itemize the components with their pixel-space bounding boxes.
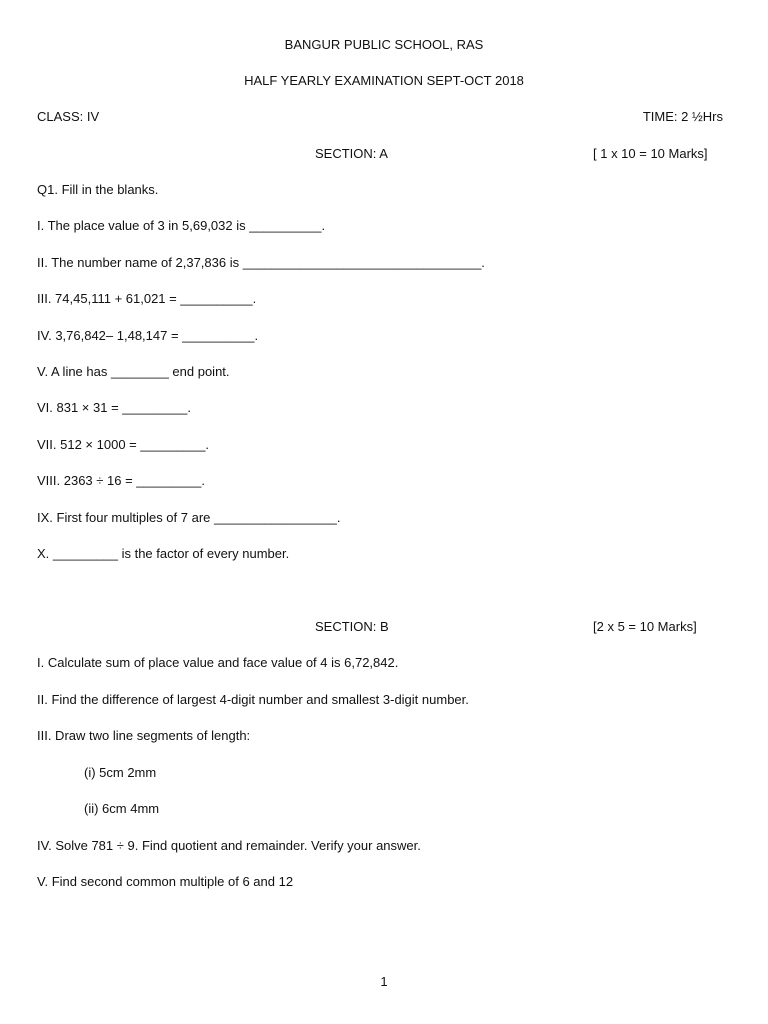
section-b-title: SECTION: B — [315, 619, 389, 634]
question-item: II. The number name of 2,37,836 is _________________________________. — [37, 255, 485, 270]
time-label: TIME: 2 ½Hrs — [642, 109, 723, 124]
question-item: V. A line has ________ end point. — [37, 364, 230, 379]
page-number: 1 — [380, 974, 388, 989]
section-b-marks: [2 x 5 = 10 Marks] — [593, 619, 697, 634]
question-item: II. Find the difference of largest 4-digit number and smallest 3-digit number. — [37, 692, 469, 707]
question-item: III. Draw two line segments of length: — [37, 728, 251, 743]
exam-title: HALF YEARLY EXAMINATION SEPT-OCT 2018 — [244, 73, 524, 88]
question-item: IV. 3,76,842– 1,48,147 = __________. — [37, 328, 259, 343]
question-item: VII. 512 × 1000 = _________. — [37, 437, 210, 452]
question-item: VIII. 2363 ÷ 16 = _________. — [37, 473, 205, 488]
section-a-marks: [ 1 x 10 = 10 Marks] — [593, 146, 708, 161]
section-a-question: Q1. Fill in the blanks. — [37, 182, 159, 197]
question-item: IV. Solve 781 ÷ 9. Find quotient and remainder. Verify your answer. — [37, 838, 421, 853]
question-item: IX. First four multiples of 7 are _________________. — [37, 510, 341, 525]
question-item: V. Find second common multiple of 6 and 12 — [37, 874, 294, 889]
sub-item: (i) 5cm 2mm — [84, 765, 157, 780]
question-item: III. 74,45,111 + 61,021 = __________. — [37, 291, 257, 306]
question-item: VI. 831 × 31 = _________. — [37, 400, 191, 415]
question-item: I. Calculate sum of place value and face value of 4 is 6,72,842. — [37, 655, 399, 670]
question-item: X. _________ is the factor of every number. — [37, 546, 290, 561]
section-a-title: SECTION: A — [315, 146, 388, 161]
sub-item: (ii) 6cm 4mm — [84, 801, 160, 816]
school-name: BANGUR PUBLIC SCHOOL, RAS — [284, 37, 484, 52]
question-item: I. The place value of 3 in 5,69,032 is __________. — [37, 218, 326, 233]
class-label: CLASS: IV — [37, 109, 100, 124]
